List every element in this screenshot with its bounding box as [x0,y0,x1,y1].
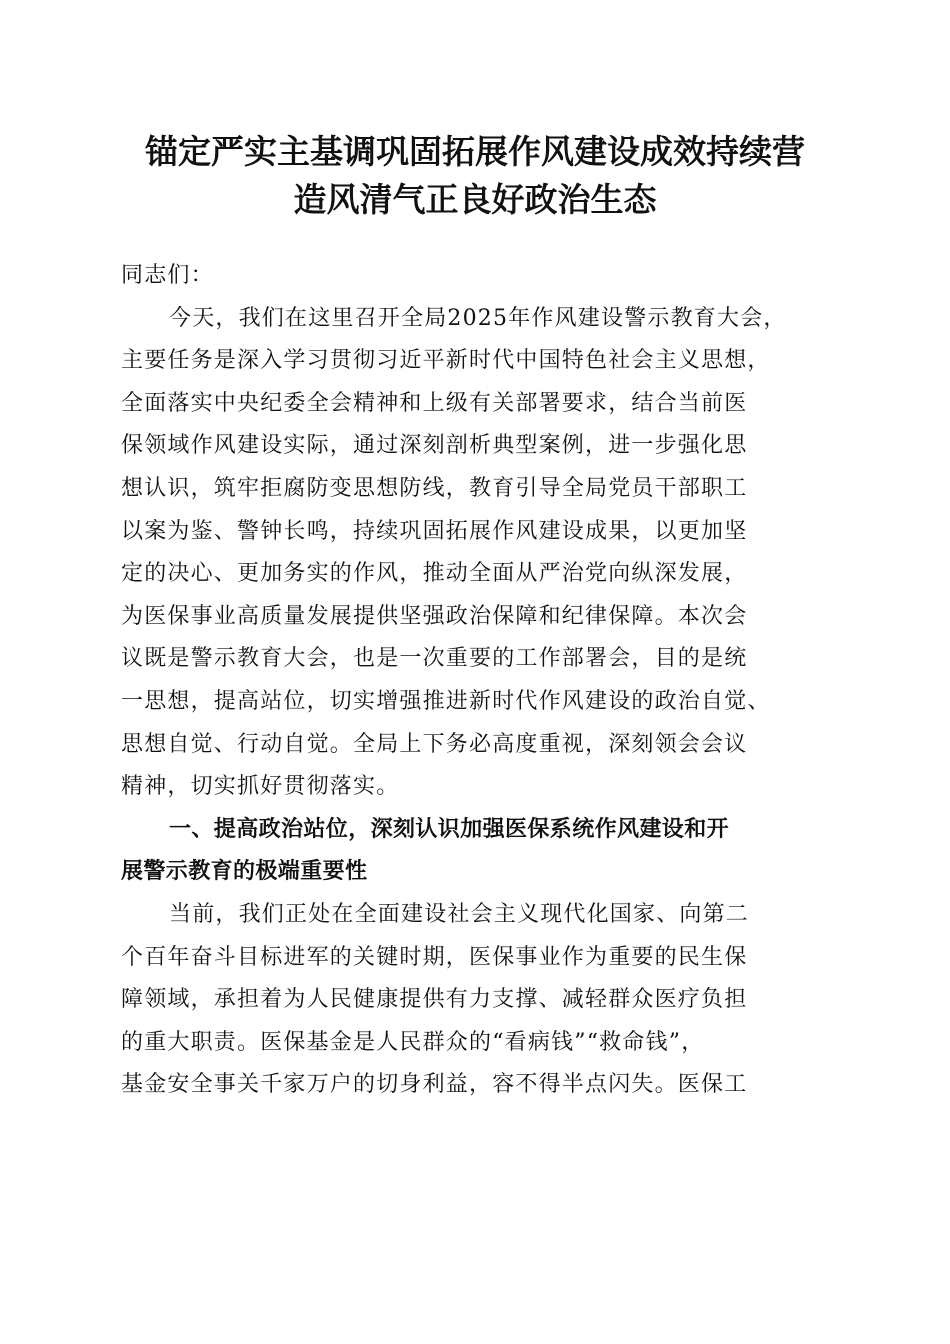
paragraph-line: 今天，我们在这里召开全局2025年作风建设警示教育大会， [169,305,787,331]
paragraph-2 [121,894,833,1107]
section-heading-line: 展警示教育的极端重要性 [121,859,368,885]
paragraph-1 [121,298,833,809]
paragraph-line: 主要任务是深入学习贯彻习近平新时代中国特色社会主义思想， [121,348,771,374]
document-body [121,255,833,1107]
paragraph-line: 当前，我们正处在全面建设社会主义现代化国家、向第二 [169,901,750,927]
paragraph-line: 定的决心、更加务实的作风，推动全面从严治党向纵深发展， [121,561,748,587]
section-heading-line: 一、提高政治站位，深刻认识加强医保系统作风建设和开 [169,816,730,842]
paragraph-line: 为医保事业高质量发展提供坚强政治保障和纪律保障。本次会 [121,603,748,629]
paragraph-line: 全面落实中央纪委全会精神和上级有关部署要求，结合当前医 [121,390,748,416]
paragraph-line: 一思想，提高站位，切实增强推进新时代作风建设的政治自觉、 [121,688,771,714]
document-title [100,128,850,224]
paragraph-line: 议既是警示教育大会，也是一次重要的工作部署会，目的是统 [121,646,748,672]
paragraph-line: 障领域，承担着为人民健康提供有力支撑、减轻群众医疗负担 [121,987,748,1013]
paragraph-line: 基金安全事关千家万户的切身利益，容不得半点闪失。医保工 [121,1072,748,1098]
title-line-1: 锚定严实主基调巩固拓展作风建设成效持续营 [145,132,805,171]
title-line-2: 造风清气正良好政治生态 [293,180,657,219]
paragraph-line: 的重大职责。医保基金是人民群众的“看病钱”“救命钱”， [121,1029,705,1055]
section-1-heading [121,809,833,894]
paragraph-line: 以案为鉴、警钟长鸣，持续巩固拓展作风建设成果，以更加坚 [121,518,748,544]
paragraph-line: 精神，切实抓好贯彻落实。 [121,774,400,800]
salutation: 同志们： [121,263,214,288]
paragraph-line: 思想自觉、行动自觉。全局上下务必高度重视，深刻领会会议 [121,731,748,757]
paragraph-line: 想认识，筑牢拒腐防变思想防线，教育引导全局党员干部职工 [121,475,748,501]
paragraph-line: 保领域作风建设实际，通过深刻剖析典型案例，进一步强化思 [121,433,748,459]
paragraph-line: 个百年奋斗目标进军的关键时期，医保事业作为重要的民生保 [121,944,748,970]
